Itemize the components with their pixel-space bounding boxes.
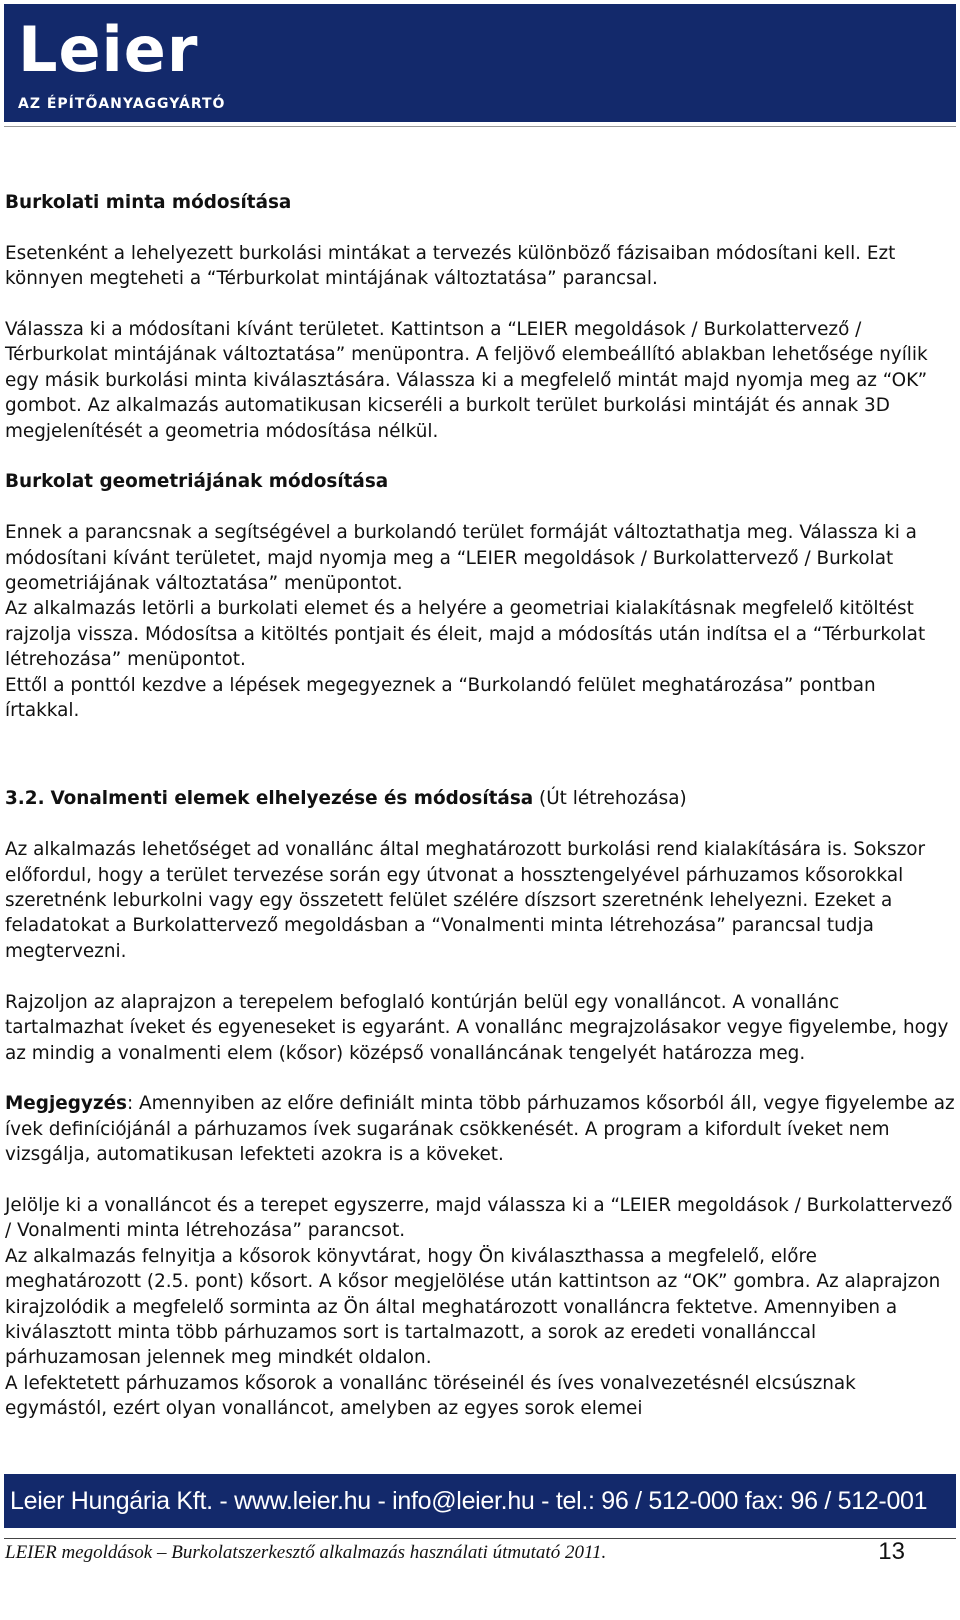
note-paragraph [5,1091,955,1167]
contact-banner: Leier Hungária Kft. - www.leier.hu - info@leier.hu - tel.: 96 / 512-000 fax: 96 / 512-001 [4,1474,956,1528]
chapter-subtitle: (Út létrehozása) [539,788,687,810]
leier-logo: Leier [18,13,199,86]
document-body [5,190,955,1422]
paragraph: Az alkalmazás lehetőséget ad vonallánc által meghatározott burkolási rend kialakítására is. Sokszor előfordul, hogy a terület tervezése során egy útvonat a hossztengelyével párhuzamos kősorokkal szeretnénk leburkolni vagy egy összetett felület szélére díszsort szeretnénk lehelyezni. Ezeket a feladatokat a Burkolattervező megoldásban a “Vonalmenti minta létrehozása” parancsal tudja megtervezni. [5,839,926,962]
section-title: Burkolati minta módosítása [5,192,292,213]
header-banner [4,4,956,122]
paragraph: Ennek a parancsnak a segítségével a burkolandó terület formáját változtathatja meg. Válassza ki a módosítani kívánt területet, majd nyomja meg a “LEIER megoldások / Burkolattervező / Burkolat geometriájának változtatása” menüpontot. [5,522,917,595]
paragraph: Az alkalmazás felnyitja a kősorok könyvtárat, hogy Ön kiválaszthassa a megfelelő, előre meghatározott (2.5. pont) kősort. A kősor megjelölése után kattintson az “OK” gombra. Az alaprajzon kirajzolódik a megfelelő sorminta az Ön által meghatározott vonalláncra fektetve. Amennyiben a kiválasztott minta több párhuzamos sort is tartalmazott, a sorok az eredeti vonallánccal párhuzamosan jelennek meg mindkét oldalon. [5,1245,941,1369]
chapter-title: Vonalmenti elemek elhelyezése és módosítása [50,788,534,810]
paragraph: A lefektetett párhuzamos kősorok a vonallánc töréseinél és íves vonalvezetésnél elcsúsznak egymástól, ezért olyan vonalláncot, amelyben az egyes sorok elemei [5,1372,856,1420]
chapter-heading [5,786,955,811]
logo-tagline: AZ ÉPÍTŐANYAGGYÁRTÓ [18,96,226,112]
paragraph: Rajzoljon az alaprajzon a terepelem befoglaló kontúrján belül egy vonalláncot. A vonallánc tartalmazhat íveket és egyeneseket is egyaránt. A vonallánc megrajzolásakor vegye figyelembe, hogy az mindig a vonalmenti elem (kősor) középső vonalláncának tengelyét határozza meg. [5,991,949,1064]
paragraph: Jelölje ki a vonalláncot és a terepet egyszerre, majd válassza ki a “LEIER megoldások / Burkolattervező / Vonalmenti minta létrehozása” parancsot. [5,1194,953,1242]
header-divider [4,126,956,127]
page-number: 13 [878,1538,905,1565]
paragraph: Ettől a ponttól kezdve a lépések megegyeznek a “Burkolandó felület meghatározása” pontban írtakkal. [5,674,876,722]
note-label: Megjegyzés [5,1093,127,1115]
paragraph: Esetenként a lehelyezett burkolási mintákat a tervezés különböző fázisaiban módosítani kell. Ezt könnyen megteheti a “Térburkolat mintájának változtatása” parancsal. [5,242,896,290]
paragraph: Az alkalmazás letörli a burkolati elemet és a helyére a geometriai kialakításnak megfelelő kitöltést rajzolja vissza. Módosítsa a kitöltés pontjait és éleit, majd a módosítás után indítsa el a “Térburkolat létrehozása” menüpontot. [5,598,926,671]
paragraph: Válassza ki a módosítani kívánt területet. Kattintson a “LEIER megoldások / Burkolattervező / Térburkolat mintájának változtatása” menüpontra. A feljövő elembeállító ablakban lehetősége nyílik egy másik burkolási minta kiválasztására. Válassza ki a megfelelő mintát majd nyomja meg az “OK” gombot. Az alkalmazás automatikusan kicseréli a burkolt terület burkolási mintáját és annak 3D megjelenítését a geometria módosítása nélkül. [5,319,928,442]
section-title: Burkolat geometriájának módosítása [5,471,389,493]
footer-doc-title: LEIER megoldások – Burkolatszerkesztő alkalmazás használati útmutató 2011. [5,1542,607,1563]
footer-divider [4,1538,956,1539]
note-text: : Amennyiben az előre definiált minta több párhuzamos kősorból áll, vegye figyelembe az ívek definíciójánál a párhuzamos ívek sugarának csökkenését. A program a kifordult íveket nem vizsgálja, automatikusan lefekteti azokra is a köveket. [5,1093,955,1166]
chapter-number: 3.2. [5,788,45,810]
